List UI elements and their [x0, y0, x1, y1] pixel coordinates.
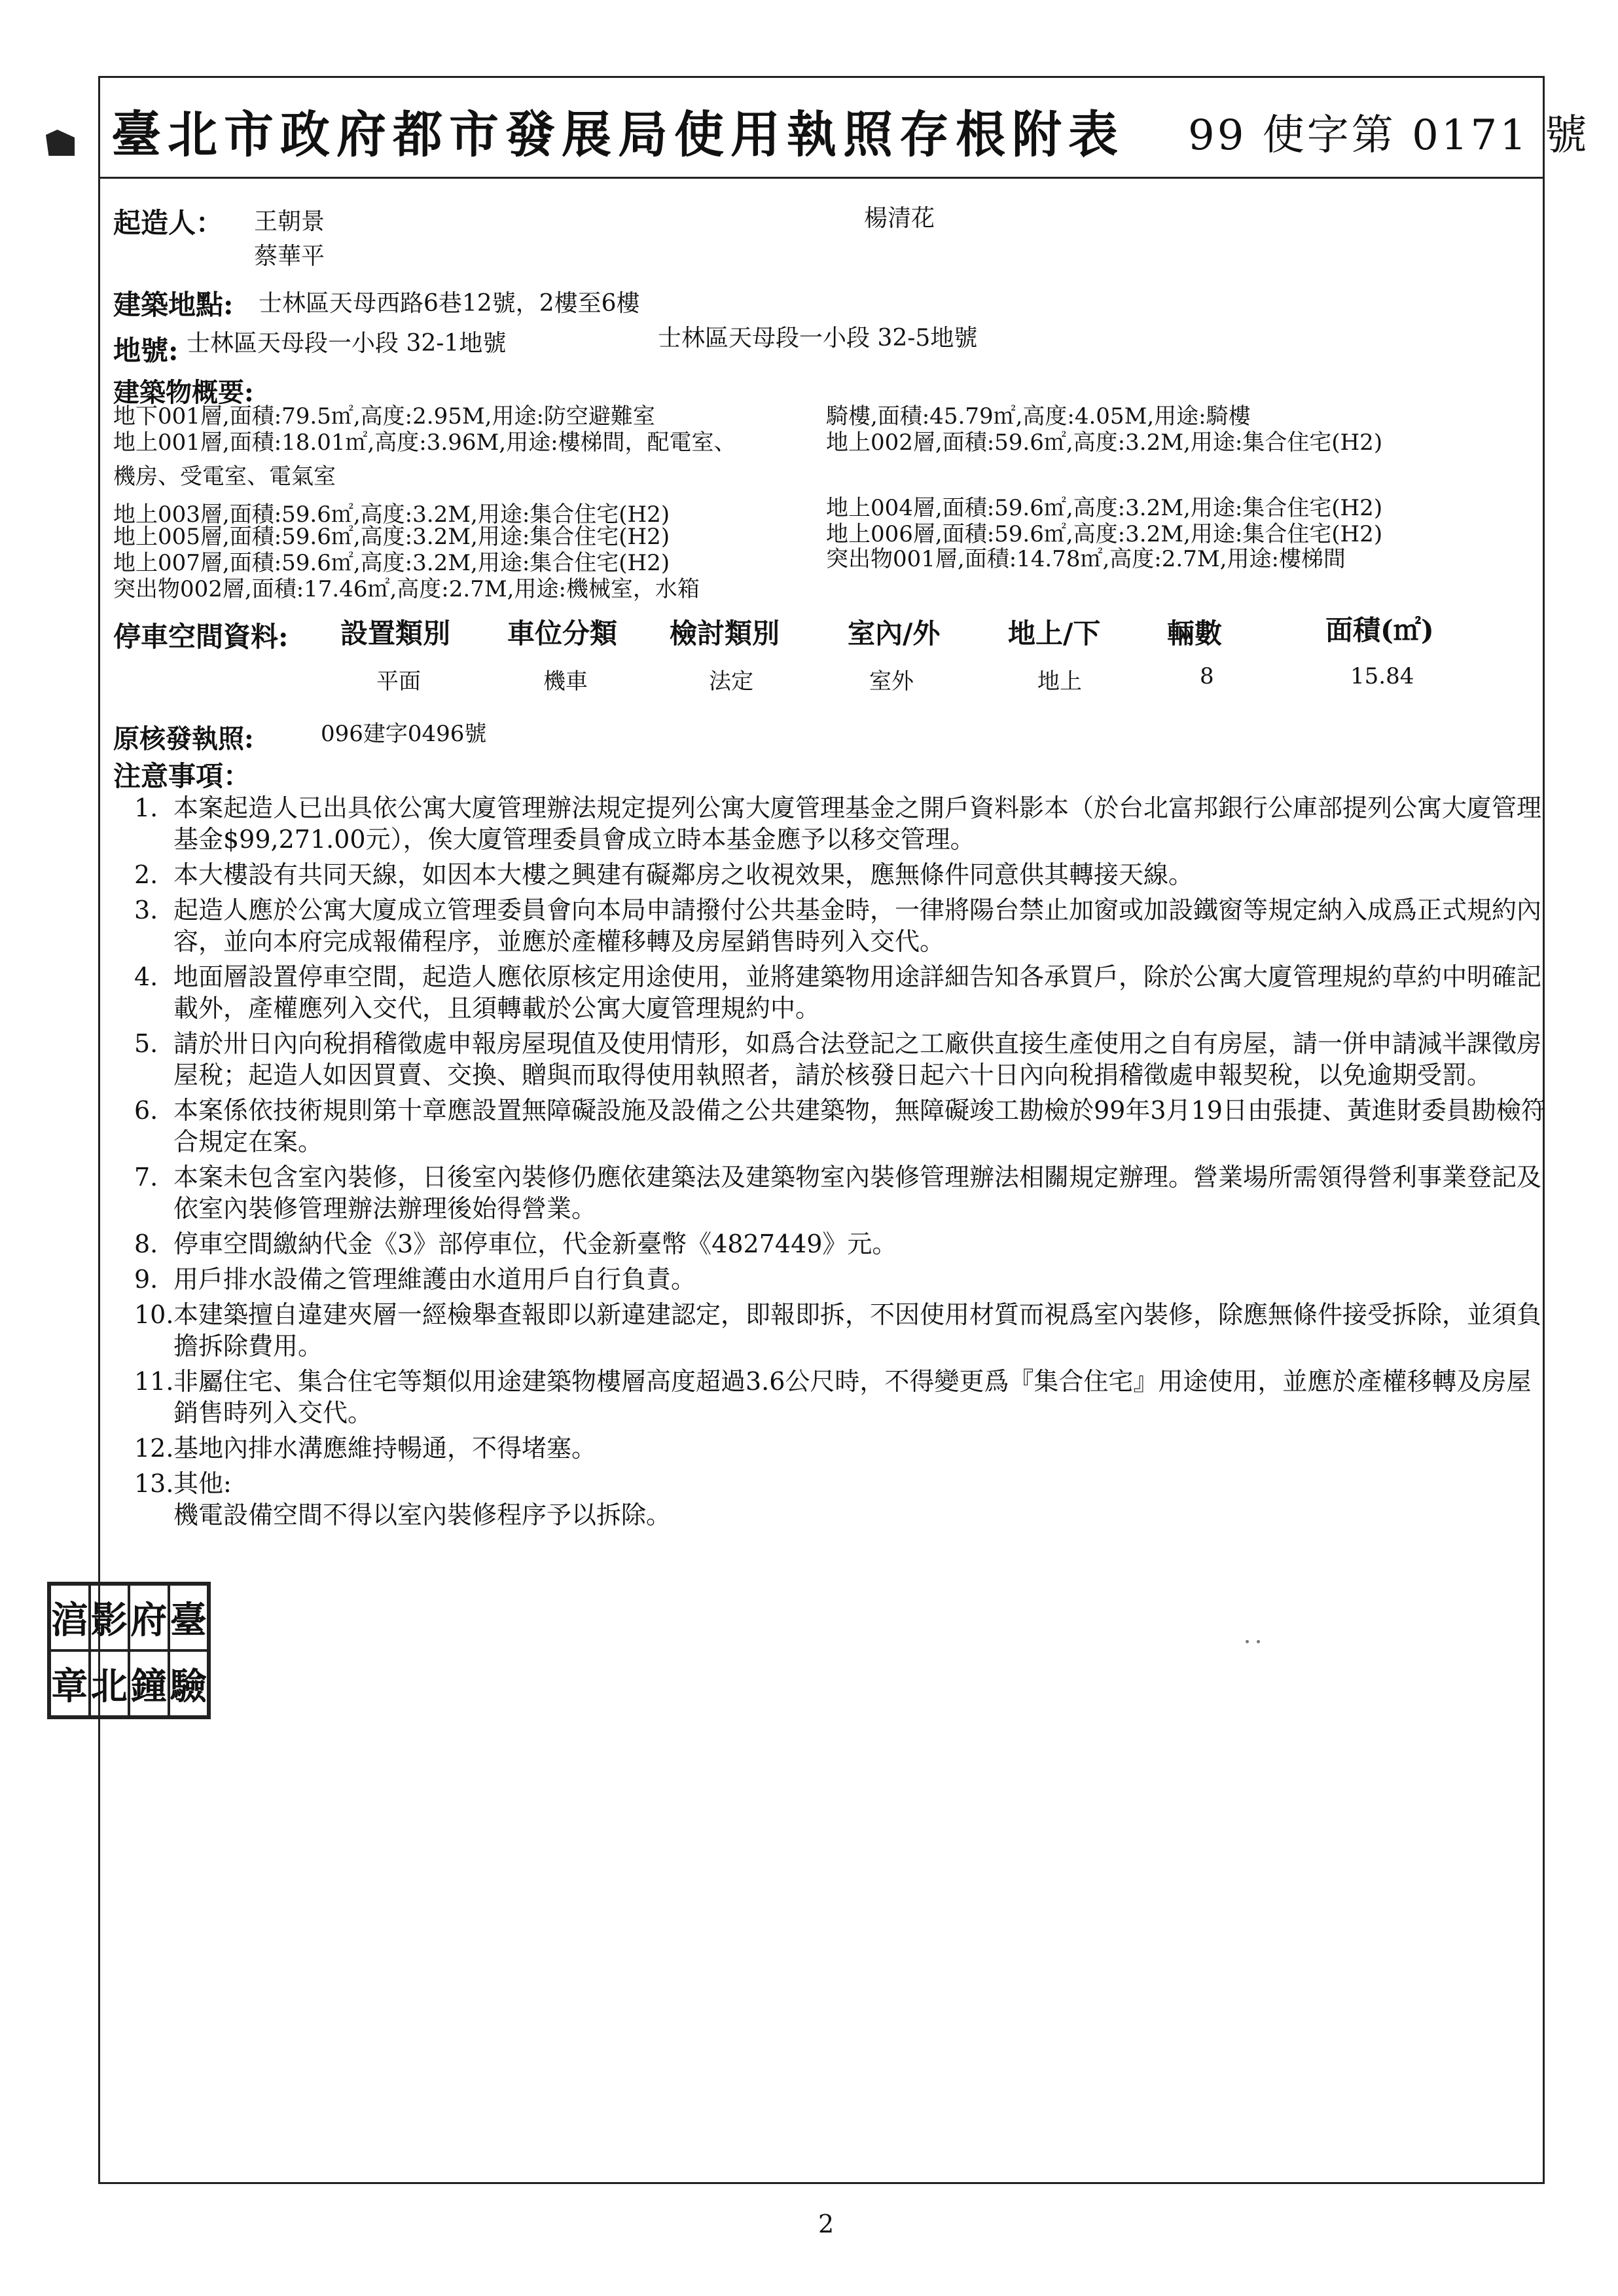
- note-item: [134, 1228, 1548, 1260]
- note-number: 11.: [134, 1367, 174, 1396]
- seal-char: 驗: [169, 1650, 209, 1717]
- note-text: 本案起造人已出具依公寓大廈管理辦法規定提列公寓大廈管理基金之開戶資料影本（於台北富邦銀行公庫部提列公寓大廈管理基金$99,271.00元），俟大廈管理委員會成立時本基金應予以移交管理。: [173, 793, 1542, 854]
- seal-char: 湻: [50, 1584, 90, 1650]
- parking-cell: 8: [1200, 663, 1214, 689]
- note-item: [134, 961, 1548, 1024]
- note-item: [134, 1432, 1548, 1464]
- note-item: [134, 859, 1548, 890]
- note-number: 9.: [134, 1265, 158, 1294]
- note-item: [134, 1161, 1548, 1224]
- parking-cell: 地上: [1037, 668, 1082, 695]
- overview-line-left: 突出物002層,面積:17.46㎡,高度:2.7M,用途:機械室，水箱: [113, 576, 700, 602]
- overview-line-right: 地上002層,面積:59.6㎡,高度:3.2M,用途:集合住宅(H2): [826, 429, 1383, 456]
- lot-label: 地號:: [113, 335, 179, 367]
- overview-line-left: 地上007層,面積:59.6㎡,高度:3.2M,用途:集合住宅(H2): [113, 550, 670, 576]
- overview-line-left: 地上003層,面積:59.6㎡,高度:3.2M,用途:集合住宅(H2): [113, 501, 670, 528]
- seal-char: 府: [129, 1584, 169, 1650]
- header-divider: [98, 177, 1545, 179]
- applicant-name: 楊清花: [864, 205, 935, 232]
- note-item: [134, 1299, 1548, 1362]
- original-permit-label: 原核發執照:: [113, 723, 254, 754]
- scan-speck: [1257, 1640, 1260, 1643]
- note-text: 非屬住宅、集合住宅等類似用途建築物樓層高度超過3.6公尺時，不得變更爲『集合住宅』用途使用，並應於產權移轉及房屋銷售時列入交代。: [173, 1367, 1532, 1427]
- overview-line-right: 突出物001層,面積:14.78㎡,高度:2.7M,用途:樓梯間: [826, 546, 1346, 572]
- parking-header: 檢討類別: [670, 617, 780, 649]
- parking-label: 停車空間資料:: [113, 621, 289, 653]
- note-text: 其他:: [173, 1469, 232, 1498]
- lot-number: 士林區天母段一小段 32-1地號: [187, 330, 507, 357]
- official-seal: [47, 1582, 211, 1719]
- note-text: 起造人應於公寓大廈成立管理委員會向本局申請撥付公共基金時，一律將陽台禁止加窗或加設鐵窗等規定納入成爲正式規約內容，並向本府完成報備程序，並應於產權移轉及房屋銷售時列入交代。: [173, 896, 1542, 956]
- note-text: 基地內排水溝應維持暢通，不得堵塞。: [173, 1434, 597, 1463]
- overview-line-left: 地下001層,面積:79.5㎡,高度:2.95M,用途:防空避難室: [113, 403, 655, 429]
- parking-header: 室內/外: [848, 617, 941, 649]
- note-text: 請於卅日內向稅捐稽徵處申報房屋現值及使用情形，如爲合法登記之工廠供直接生產使用之自有房屋，請一併申請減半課徵房屋稅；起造人如因買賣、交換、贈與而取得使用執照者，請於核發日起六十日內向稅捐稽徵處申報契稅，以免逾期受罰。: [173, 1029, 1542, 1089]
- applicant-name: 蔡華平: [254, 243, 325, 270]
- parking-header: 設置類別: [340, 617, 451, 649]
- note-item: [134, 894, 1548, 957]
- seal-char: 北: [90, 1650, 130, 1717]
- address-value: 士林區天母西路6巷12號，2樓至6樓: [259, 290, 640, 317]
- note-item: [134, 1366, 1548, 1429]
- overview-line-right: 地上006層,面積:59.6㎡,高度:3.2M,用途:集合住宅(H2): [826, 521, 1383, 547]
- seal-char: 影: [90, 1584, 130, 1650]
- parking-cell: 機車: [543, 668, 588, 695]
- note-item: [134, 1028, 1548, 1091]
- overview-line-right: 地上004層,面積:59.6㎡,高度:3.2M,用途:集合住宅(H2): [826, 495, 1383, 521]
- note-number: 12.: [134, 1434, 174, 1463]
- note-number: 1.: [134, 793, 158, 822]
- note-number: 8.: [134, 1230, 158, 1258]
- note-number: 6.: [134, 1096, 158, 1125]
- note-number: 2.: [134, 860, 158, 889]
- note-text: 本大樓設有共同天線，如因本大樓之興建有礙鄰房之收視效果，應無條件同意供其轉接天線。: [173, 860, 1194, 889]
- note-item: [134, 1468, 1548, 1531]
- original-permit-value: 096建字0496號: [321, 721, 487, 747]
- note-text: 停車空間繳納代金《3》部停車位，代金新臺幣《4827449》元。: [173, 1230, 897, 1258]
- seal-char: 臺: [169, 1584, 209, 1650]
- parking-header: 地上/下: [1008, 617, 1101, 649]
- note-number: 3.: [134, 896, 158, 924]
- note-item: [134, 1095, 1548, 1157]
- overview-label: 建築物概要:: [113, 377, 254, 408]
- scan-mark: [46, 130, 75, 156]
- document-title: 臺北市政府都市發展局使用執照存根附表: [111, 105, 1124, 164]
- overview-line-left: 地上001層,面積:18.01㎡,高度:3.96M,用途:樓梯間，配電室、: [113, 429, 736, 456]
- parking-cell: 法定: [709, 668, 753, 695]
- note-number: 7.: [134, 1163, 158, 1192]
- address-label: 建築地點:: [113, 289, 234, 321]
- parking-header: 輛數: [1167, 617, 1223, 649]
- overview-line-right: 騎樓,面積:45.79㎡,高度:4.05M,用途:騎樓: [826, 403, 1251, 429]
- permit-number: 99 使字第 0171 號: [1188, 111, 1590, 160]
- parking-header: 車位分類: [507, 617, 618, 649]
- page-number: 2: [818, 2210, 835, 2238]
- note-text: 本案未包含室內裝修，日後室內裝修仍應依建築法及建築物室內裝修管理辦法相關規定辦理。營業場所需領得營利事業登記及依室內裝修管理辦法辦理後始得營業。: [173, 1163, 1542, 1223]
- lot-number: 士林區天母段一小段 32-5地號: [658, 325, 978, 352]
- note-text: 地面層設置停車空間，起造人應依原核定用途使用，並將建築物用途詳細告知各承買戶，除於公寓大廈管理規約草約中明確記載外，產權應列入交代，且須轉載於公寓大廈管理規約中。: [173, 962, 1542, 1023]
- seal-char: 鐘: [129, 1650, 169, 1717]
- notes-list: [134, 792, 1548, 1535]
- parking-cell: 15.84: [1350, 663, 1414, 689]
- parking-cell: 室外: [869, 668, 914, 695]
- note-number: 10.: [134, 1300, 174, 1329]
- note-number: 5.: [134, 1029, 158, 1058]
- note-text: 用戶排水設備之管理維護由水道用戶自行負責。: [173, 1265, 696, 1294]
- note-item: [134, 792, 1548, 855]
- applicants-label: 起造人：: [113, 207, 224, 239]
- note-number: 13.: [134, 1469, 174, 1498]
- overview-line-left: 機房、受電室、電氣室: [113, 464, 336, 490]
- notes-label: 注意事項：: [113, 760, 251, 792]
- note-item: [134, 1264, 1548, 1295]
- applicant-name: 王朝景: [254, 208, 325, 235]
- scan-speck: [1246, 1640, 1249, 1643]
- overview-line-left: 地上005層,面積:59.6㎡,高度:3.2M,用途:集合住宅(H2): [113, 524, 670, 550]
- parking-cell: 平面: [376, 668, 421, 695]
- note-text: 本案係依技術規則第十章應設置無障礙設施及設備之公共建築物，無障礙竣工勘檢於99年3月19日由張捷、黃進財委員勘檢符合規定在案。: [173, 1096, 1546, 1156]
- note-text: 本建築擅自違建夾層一經檢舉查報即以新違建認定，即報即拆，不因使用材質而視爲室內裝修，除應無條件接受拆除，並須負擔拆除費用。: [173, 1300, 1542, 1360]
- seal-char: 章: [50, 1650, 90, 1717]
- note-subtext: 機電設備空間不得以室內裝修程序予以拆除。: [173, 1501, 672, 1529]
- parking-header: 面積(㎡): [1325, 614, 1434, 646]
- note-number: 4.: [134, 962, 158, 991]
